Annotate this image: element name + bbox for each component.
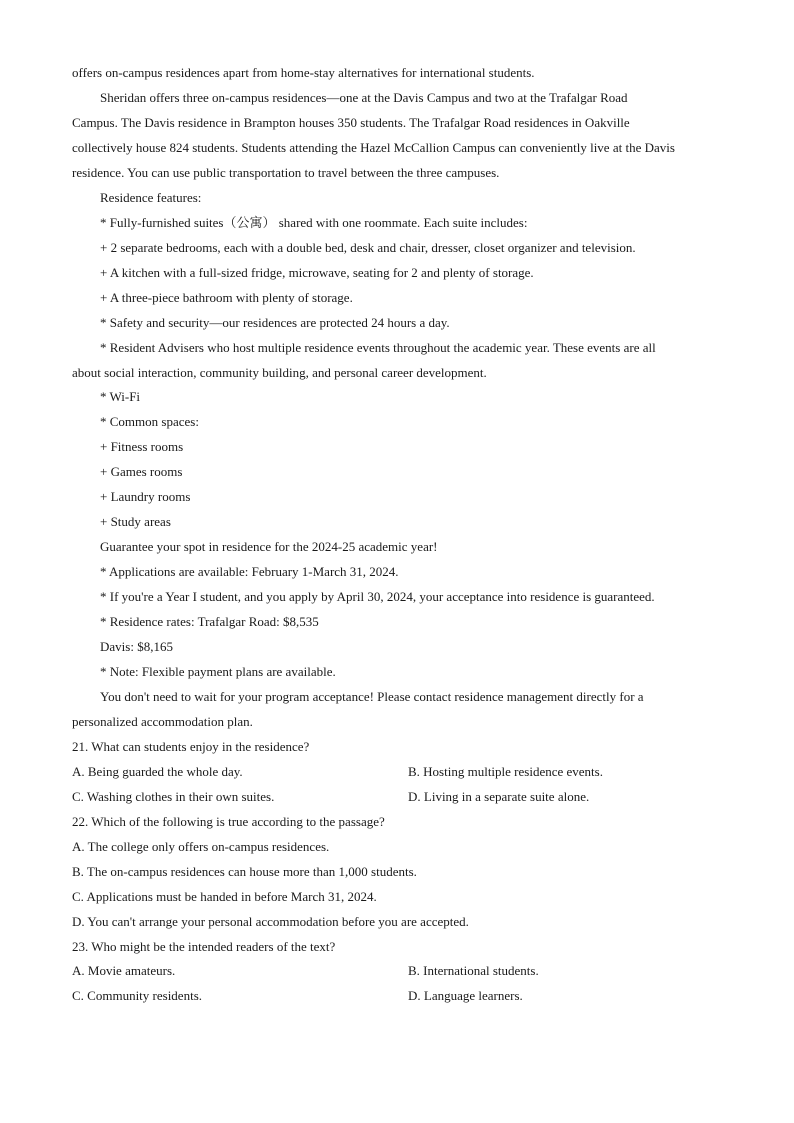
- feature-item: * Safety and security—our residences are protected 24 hours a day.: [100, 315, 450, 330]
- answer-option: D. Language learners.: [408, 988, 523, 1003]
- answer-option: C. Applications must be handed in before March 31, 2024.: [72, 889, 377, 904]
- info-item: * Residence rates: Trafalgar Road: $8,535: [100, 614, 319, 629]
- info-item: * If you're a Year I student, and you apply by April 30, 2024, your acceptance into residence is guaranteed.: [100, 589, 655, 604]
- passage-line: You don't need to wait for your program acceptance! Please contact residence management directly for a: [100, 689, 644, 704]
- answer-option: B. Hosting multiple residence events.: [408, 764, 603, 779]
- passage-line: personalized accommodation plan.: [72, 714, 253, 729]
- answer-option: B. The on-campus residences can house more than 1,000 students.: [72, 864, 417, 879]
- passage-line: Campus. The Davis residence in Brampton houses 350 students. The Trafalgar Road residences in Oakville: [72, 115, 630, 130]
- passage-line: Sheridan offers three on-campus residences—one at the Davis Campus and two at the Trafalgar Road: [100, 90, 628, 105]
- passage-line: offers on-campus residences apart from home-stay alternatives for international students.: [72, 65, 535, 80]
- section-heading: Residence features:: [100, 190, 202, 205]
- feature-subitem: + A kitchen with a full-sized fridge, microwave, seating for 2 and plenty of storage.: [100, 265, 534, 280]
- info-item: * Note: Flexible payment plans are available.: [100, 664, 336, 679]
- feature-item: * Common spaces:: [100, 414, 199, 429]
- feature-subitem: + Study areas: [100, 514, 171, 529]
- question-stem: 23. Who might be the intended readers of the text?: [72, 939, 336, 954]
- answer-option: A. The college only offers on-campus residences.: [72, 839, 330, 854]
- feature-subitem: + Fitness rooms: [100, 439, 184, 454]
- info-item: Davis: $8,165: [100, 639, 173, 654]
- answer-option: A. Being guarded the whole day.: [72, 764, 243, 779]
- passage-line: collectively house 824 students. Students attending the Hazel McCallion Campus can conveniently live at the Davis: [72, 140, 675, 155]
- feature-item: * Wi-Fi: [100, 389, 141, 404]
- feature-item: * Fully-furnished suites（公寓） shared with one roommate. Each suite includes:: [100, 215, 528, 230]
- answer-option: C. Washing clothes in their own suites.: [72, 789, 275, 804]
- feature-subitem: + 2 separate bedrooms, each with a double bed, desk and chair, dresser, closet organizer and television.: [100, 240, 636, 255]
- feature-item-continued: about social interaction, community building, and personal career development.: [72, 365, 487, 380]
- answer-option: D. You can't arrange your personal accommodation before you are accepted.: [72, 914, 469, 929]
- feature-subitem: + Games rooms: [100, 464, 183, 479]
- passage-line: residence. You can use public transportation to travel between the three campuses.: [72, 165, 500, 180]
- feature-item: * Resident Advisers who host multiple residence events throughout the academic year. These events are all: [100, 340, 656, 355]
- feature-subitem: + A three-piece bathroom with plenty of storage.: [100, 290, 353, 305]
- question-stem: 21. What can students enjoy in the residence?: [72, 739, 310, 754]
- section-heading: Guarantee your spot in residence for the 2024-25 academic year!: [100, 539, 438, 554]
- info-item: * Applications are available: February 1-March 31, 2024.: [100, 564, 399, 579]
- answer-option: A. Movie amateurs.: [72, 963, 176, 978]
- answer-option: D. Living in a separate suite alone.: [408, 789, 590, 804]
- feature-subitem: + Laundry rooms: [100, 489, 191, 504]
- question-stem: 22. Which of the following is true according to the passage?: [72, 814, 385, 829]
- answer-option: C. Community residents.: [72, 988, 202, 1003]
- answer-option: B. International students.: [408, 963, 539, 978]
